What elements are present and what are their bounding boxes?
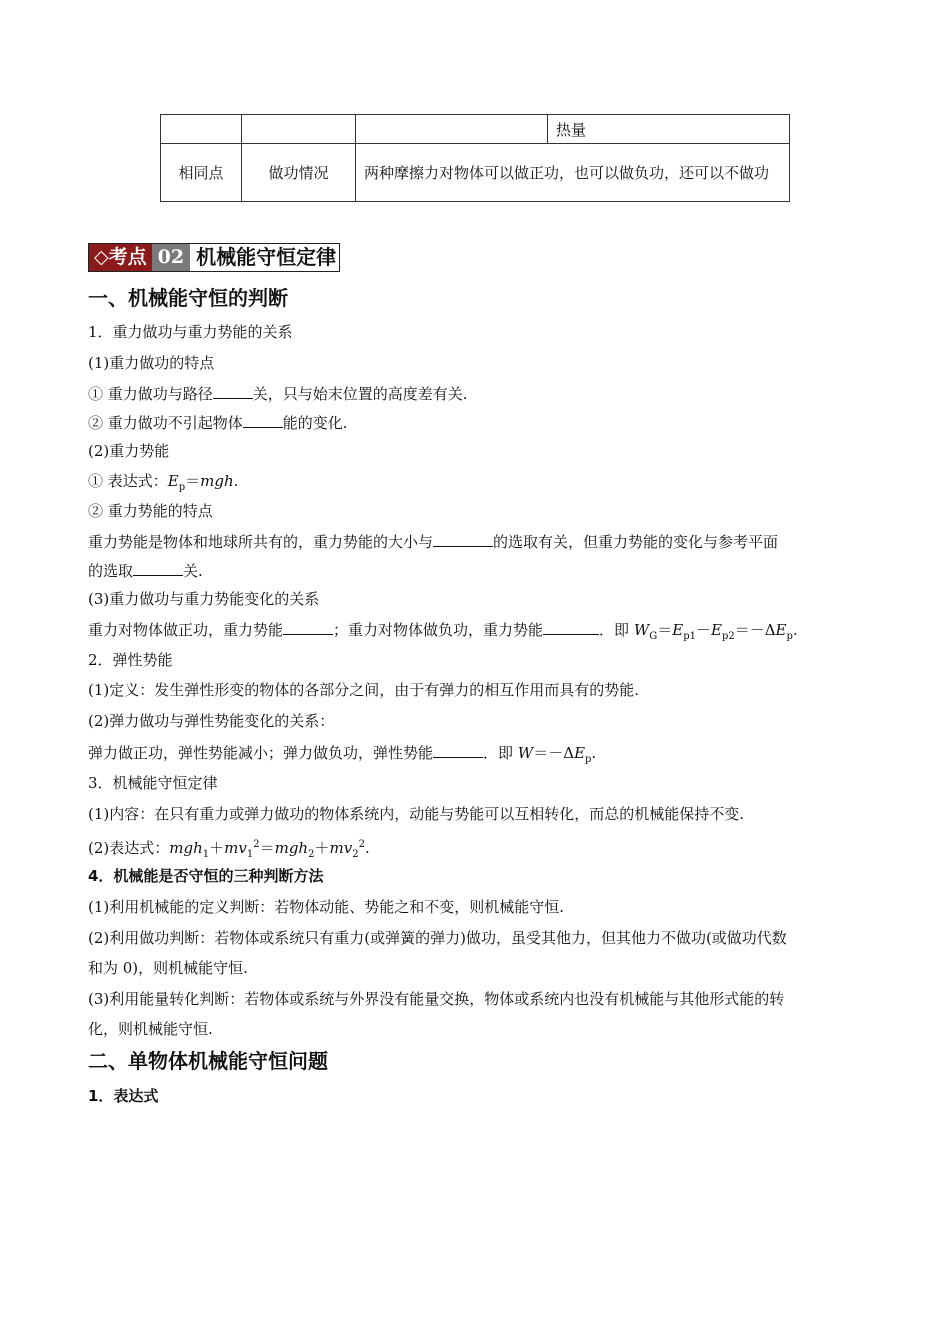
formula-op: ＝	[259, 839, 275, 857]
text: ．即	[599, 621, 634, 639]
paragraph: (1)定义：发生弹性形变的物体的各部分之间，由于有弹力的相互作用而具有的势能.	[88, 681, 640, 699]
table-row	[161, 144, 790, 202]
paragraph: (1)利用机械能的定义判断：若物体动能、势能之和不变，则机械能守恒.	[88, 898, 565, 916]
formula-op: ＋	[314, 839, 330, 857]
paragraph	[88, 619, 798, 647]
table-cell	[242, 115, 356, 144]
table-row	[161, 115, 790, 144]
paragraph	[88, 471, 238, 498]
paragraph	[88, 560, 203, 581]
paragraph: (3)重力做功与重力势能变化的关系	[88, 590, 320, 608]
text: 的选取	[88, 562, 134, 580]
formula-sub: 1	[202, 849, 210, 860]
section-heading-1: 一、机械能守恒的判断	[88, 286, 288, 310]
formula-sub: p	[178, 482, 186, 493]
formula-op: ＝	[657, 621, 673, 639]
table-cell-same-point: 相同点	[161, 144, 242, 202]
text: .	[364, 839, 370, 857]
paragraph	[88, 531, 778, 552]
paragraph: 化，则机械能守恒.	[88, 1020, 213, 1038]
text: 弹力做正功，弹性势能减小；弹力做负功，弹性势能	[88, 744, 434, 762]
formula-var: W	[517, 744, 534, 762]
paragraph-bold: 1．表达式	[88, 1087, 159, 1105]
formula-sub: 2	[308, 849, 315, 860]
formula-sub: p2	[721, 631, 735, 642]
formula-op: ＋	[209, 839, 225, 857]
formula-var: E	[167, 472, 179, 490]
formula-op: ＝－Δ	[734, 621, 776, 639]
formula-op: －	[695, 621, 711, 639]
paragraph-bold: 4．机械能是否守恒的三种判断方法	[88, 867, 324, 885]
fill-blank	[543, 619, 599, 635]
formula-sub: 1	[246, 849, 254, 860]
fill-blank	[283, 619, 333, 635]
fill-blank	[213, 383, 253, 399]
table-cell	[161, 115, 242, 144]
paragraph: (3)利用能量转化判断：若物体或系统与外界没有能量交换，物体或系统内也没有机械能与其他形式能的转	[88, 990, 785, 1008]
formula-sub: p1	[683, 631, 696, 642]
text: (2)表达式：	[88, 839, 170, 857]
text: ① 表达式：	[88, 472, 168, 490]
text: ① 重力做功与路径	[88, 385, 213, 403]
paragraph: (2)重力势能	[88, 442, 170, 460]
exam-point-label: ◇考点	[89, 244, 152, 271]
text: .	[591, 744, 597, 762]
text: 重力对物体做正功，重力势能	[88, 621, 284, 639]
paragraph	[88, 383, 468, 404]
paragraph: 1．重力做功与重力势能的关系	[88, 323, 293, 341]
exam-point-title: 机械能守恒定律	[190, 244, 339, 271]
text: .	[233, 472, 239, 490]
formula-op: ＝－Δ	[533, 744, 575, 762]
formula-var: E	[672, 621, 684, 639]
formula-var: mgh	[169, 839, 203, 857]
table-cell	[356, 115, 548, 144]
formula-var: E	[775, 621, 787, 639]
paragraph	[88, 742, 596, 770]
formula-op: ＝	[185, 472, 201, 490]
paragraph	[88, 412, 348, 433]
formula-var: W	[633, 621, 650, 639]
formula-var: mv	[224, 839, 247, 857]
paragraph: (2)弹力做功与弹性势能变化的关系：	[88, 712, 335, 730]
paragraph: 和为 0)，则机械能守恒.	[88, 959, 248, 977]
table-cell-work-situation: 做功情况	[242, 144, 356, 202]
text: 关，只与始末位置的高度差有关.	[252, 385, 468, 403]
formula-var: mgh	[200, 472, 234, 490]
fill-blank	[433, 742, 483, 758]
formula-var: E	[710, 621, 722, 639]
text: ；重力对物体做负功，重力势能	[333, 621, 544, 639]
paragraph	[88, 835, 370, 865]
paragraph: (1)重力做功的特点	[88, 354, 215, 372]
text: ．即	[483, 744, 518, 762]
section-heading-2: 二、单物体机械能守恒问题	[88, 1049, 328, 1073]
formula-sup: 2	[253, 839, 260, 850]
comparison-table-fragment	[160, 114, 790, 202]
paragraph: 3．机械能守恒定律	[88, 774, 218, 792]
formula-sub: p	[585, 754, 592, 765]
paragraph: (1)内容：在只有重力或弹力做功的物体系统内，动能与势能可以互相转化，而总的机械能保持不变.	[88, 805, 745, 823]
text: 的选取有关，但重力势能的变化与参考平面	[493, 533, 779, 551]
exam-point-number: 02	[152, 244, 190, 271]
formula-sub: 2	[352, 849, 359, 860]
table-cell: 热量	[548, 115, 790, 144]
text: 重力势能是物体和地球所共有的，重力势能的大小与	[88, 533, 434, 551]
text: .	[792, 621, 798, 639]
formula-sub: G	[649, 631, 658, 642]
text: 能的变化.	[282, 414, 348, 432]
exam-point-banner	[88, 243, 340, 272]
formula-var: E	[574, 744, 586, 762]
formula-sub: p	[786, 631, 793, 642]
fill-blank	[133, 560, 183, 576]
paragraph: (2)利用做功判断：若物体或系统只有重力(或弹簧的弹力)做功，虽受其他力，但其他力不做功(或做功代数	[88, 929, 787, 947]
formula-var: mgh	[274, 839, 309, 857]
table-cell-description: 两种摩擦力对物体可以做正功，也可以做负功，还可以不做功	[356, 144, 790, 202]
fill-blank	[243, 412, 283, 428]
fill-blank	[433, 531, 493, 547]
formula-var: mv	[329, 839, 353, 857]
paragraph: ② 重力势能的特点	[88, 502, 213, 520]
text: ② 重力做功不引起物体	[88, 414, 243, 432]
text: 关.	[183, 562, 203, 580]
paragraph: 2．弹性势能	[88, 651, 173, 669]
formula-sup: 2	[358, 839, 365, 850]
